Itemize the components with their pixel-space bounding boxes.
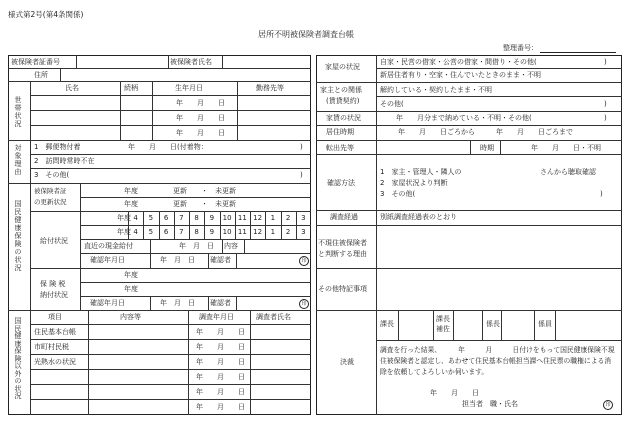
household-birth-2: 年 月 日 — [176, 114, 225, 122]
household-birth-3: 年 月 日 — [176, 129, 225, 137]
reason-item-2: 2 訪問時常時不在 — [34, 157, 95, 165]
month-cell: 1 — [270, 214, 276, 222]
course-label: 調査経過 — [330, 213, 358, 221]
household-section-label: 世帯状況 — [14, 96, 22, 128]
month-cell: 11 — [237, 228, 247, 236]
month-cell: 4 — [133, 228, 138, 236]
dwelling-line-1: 自家・民営の借家・公営の借家・間借り・その他( — [380, 58, 537, 66]
address-label: 住所 — [34, 71, 48, 79]
period-label: 居住時期 — [326, 128, 354, 136]
form-page: 様式第2号(第4条関係) 居所不明被保険者調査台帳 整理番号： 被保険者証番号 被保険者氏名 住所 世帯状況 氏名 続柄 生年月日 勤務先等 年 月 日 年 月 日 年 月 日 対象理由 1 郵便物付着 年 月 日(付着物： ) 2 訪問時常時不在 3 その他( ) 国民健康保険の状況 被保険者証 の更新状況 年度 更新 ・ 未更新 年度 更新 ・ 未更新 給付状況 年度 年度 4 5 6 7 8 9 10 11 12 1 2 3 4 5 6 7 8 9 10 11 12 1 2 3 直近の現金給付 年 月 日 内容 確認年月日 年 月 日 確認者 印 保 険 税 納付状況 年度 年度 確認年月日 年 月 日 確認者 印 国民健康保険以外の状況 項目 内容等 調査年月日 調査者氏名 住民基本台帳 年 月 日 市町村民税 年 月 日 光熱水の状況 年 月 日 年 月 日 年 月 日 年 月 日 家屋の状況 自家・民営の借家・公営の借家・間借り・その他( ) 新居住者有り・空家・住んでいたときのまま・不明 家主との関係 (賃貸契約) 解約している・契約したまま・不明 その他( ) 家賃の状況 年 月分まで納めている・不明・その他( ) 居住時期 年 月 日ごろから 年 月 日ごろまで 転出先等 時期 年 月 日・不明 確認方法 1 家主・管理人・隣人の さんから聴取確認 2 家屋状況より判断 3 その他( ) 調査経過 別紙調査経過表のとおり 不現住被保険者 と判断する理由 その他特記事項 決裁 課長 課長 補佐 係長 係員 調査を行った結果、 年 月 日付けをもって国民健康保険不現住被保険者と認定し、あわせて住民基本台帳担当課へ住民票の職権による消除を依頼してよろしいか伺います。 年 月 日 担当者 職・氏名 印 — [0, 0, 630, 440]
other-row-date: 年 月 日 — [196, 343, 245, 351]
benefit-confirm-date: 年 月 日 — [160, 256, 195, 264]
dwelling-line-2: 新居住者有り・空家・住んでいたときのまま・不明 — [380, 71, 541, 79]
time-label: 時期 — [480, 144, 494, 152]
benefit-label: 給付状況 — [40, 237, 68, 245]
month-cell: 2 — [285, 228, 291, 236]
month-cell: 12 — [253, 228, 263, 236]
month-cell: 3 — [301, 228, 306, 236]
month-cell: 5 — [148, 228, 154, 236]
month-cell: 9 — [209, 214, 215, 222]
course-value: 別紙調査経過表のとおり — [380, 213, 457, 221]
card-renew-label-2: の更新状況 — [34, 198, 67, 206]
benefit-fy-2: 年度 — [117, 228, 131, 236]
rent-line: 年 月分まで納めている・不明・その他( — [396, 114, 532, 122]
benefit-confirm-date-label: 確認年月日 — [90, 256, 125, 264]
household-col-relation: 続柄 — [124, 84, 138, 92]
other-row-item: 住民基本台帳 — [34, 328, 76, 336]
other-col-date: 調査年月日 — [199, 313, 234, 321]
other-row-item: 光熱水の状況 — [34, 358, 76, 366]
month-cell: 6 — [163, 228, 169, 236]
tax-label-2: 納付状況 — [40, 291, 68, 299]
tax-fy-1: 年度 — [124, 271, 138, 279]
forward-label: 転出先等 — [326, 144, 354, 152]
ledger-number-line — [540, 52, 616, 53]
insured-name-label: 被保険者氏名 — [170, 58, 212, 66]
nhi-section-label: 国民健康保険の状況 — [14, 200, 22, 272]
month-cell: 7 — [179, 228, 184, 236]
tax-confirmer-label: 確認者 — [210, 299, 231, 307]
month-cell: 6 — [163, 214, 169, 222]
month-cell: 11 — [237, 214, 247, 222]
other-col-surveyor: 調査者氏名 — [256, 313, 291, 321]
month-cell: 7 — [179, 214, 184, 222]
tax-confirm-date-label: 確認年月日 — [90, 299, 125, 307]
reason-section-label: 対象理由 — [14, 144, 22, 176]
landlord-line-2: その他( — [380, 100, 404, 108]
tax-label-1: 保 険 税 — [40, 280, 66, 288]
staff-label: 係員 — [538, 320, 552, 328]
reason-item-1-date: 年 月 日(付着物： — [128, 143, 208, 151]
cash-contents-label: 内容 — [224, 242, 238, 250]
household-col-birth: 生年月日 — [175, 84, 203, 92]
household-col-name: 氏名 — [65, 84, 79, 92]
notes-label: その他特記事項 — [318, 285, 367, 293]
month-cell: 10 — [222, 214, 232, 222]
tax-fy-2: 年度 — [124, 285, 138, 293]
month-cell: 8 — [194, 214, 199, 222]
dwelling-label: 家屋の状況 — [325, 63, 360, 71]
method-3: 3 その他( — [380, 190, 416, 198]
judge-reason-label-2: と判断する理由 — [318, 250, 367, 258]
other-section-label: 国民健康保険以外の状況 — [14, 317, 22, 400]
person-in-charge-label: 担当者 職・氏名 — [462, 400, 518, 408]
decision-label: 決裁 — [340, 358, 354, 366]
renew-line-2: 年度 更新 ・ 未更新 — [124, 200, 236, 208]
month-cell: 5 — [148, 214, 154, 222]
other-col-item: 項目 — [48, 313, 62, 321]
card-renew-label-1: 被保険者証 — [34, 187, 67, 195]
method-2: 2 家屋状況より判断 — [380, 179, 448, 187]
method-label: 確認方法 — [327, 179, 355, 187]
household-birth-1: 年 月 日 — [176, 99, 225, 107]
rent-label: 家賃の状況 — [326, 114, 361, 122]
cash-benefit-label: 直近の現金給付 — [84, 242, 133, 250]
month-cell: 1 — [270, 228, 276, 236]
landlord-line-1: 解約している・契約したまま・不明 — [380, 86, 492, 94]
deputy-chief-label-2: 補佐 — [436, 325, 450, 333]
team-leader-label: 係長 — [486, 320, 500, 328]
benefit-seal-icon: 印 — [299, 256, 309, 266]
method-1: 1 家主・管理人・隣人の — [380, 168, 462, 176]
ledger-number-label: 整理番号： — [503, 44, 538, 52]
other-row-date: 年 月 日 — [196, 373, 245, 381]
landlord-label-2: (賃貸契約) — [326, 97, 360, 105]
renew-line-1: 年度 更新 ・ 未更新 — [124, 187, 236, 195]
month-cell: 10 — [222, 228, 232, 236]
insured-id-label: 被保険者証番号 — [11, 58, 60, 66]
month-cell: 3 — [301, 214, 306, 222]
benefit-confirmer-label: 確認者 — [210, 256, 231, 264]
other-row-date: 年 月 日 — [196, 388, 245, 396]
benefit-fy-1: 年度 — [117, 214, 131, 222]
judge-reason-label-1: 不現住被保険者 — [318, 239, 367, 247]
section-chief-label: 課長 — [380, 320, 394, 328]
landlord-label-1: 家主との関係 — [320, 86, 362, 94]
other-col-contents: 内容等 — [120, 313, 141, 321]
reason-item-1: 1 郵便物付着 — [34, 143, 81, 151]
other-row-date: 年 月 日 — [196, 328, 245, 336]
page-title: 居所不明被保険者調査台帳 — [258, 30, 354, 39]
form-number: 様式第2号(第4条関係) — [8, 10, 84, 19]
month-cell: 9 — [209, 228, 215, 236]
decision-text: 調査を行った結果、 年 月 日付けをもって国民健康保険不現住被保険者と認定し、あわせて住民基本台帳担当課へ住民票の職権による消除を依頼してよろしいか伺います。 — [380, 346, 615, 376]
method-1-tail: さんから聴取確認 — [540, 168, 596, 176]
month-cell: 4 — [133, 214, 138, 222]
time-line: 年 月 日・不明 — [531, 144, 601, 152]
household-col-work: 勤務先等 — [256, 84, 284, 92]
reason-item-3: 3 その他( — [34, 171, 70, 179]
deputy-chief-label-1: 課長 — [436, 315, 450, 323]
decision-date: 年 月 日 — [430, 389, 479, 397]
tax-seal-icon: 印 — [299, 299, 309, 309]
period-line: 年 月 日ごろから 年 月 日ごろまで — [398, 128, 573, 136]
tax-confirm-date: 年 月 日 — [160, 299, 195, 307]
charge-seal-icon: 印 — [603, 400, 613, 410]
month-cell: 12 — [253, 214, 263, 222]
other-row-date: 年 月 日 — [196, 403, 245, 411]
month-cell: 8 — [194, 228, 199, 236]
other-row-date: 年 月 日 — [196, 358, 245, 366]
other-row-item: 市町村民税 — [34, 343, 69, 351]
cash-benefit-date: 年 月 日 — [179, 242, 214, 250]
month-cell: 2 — [285, 214, 291, 222]
